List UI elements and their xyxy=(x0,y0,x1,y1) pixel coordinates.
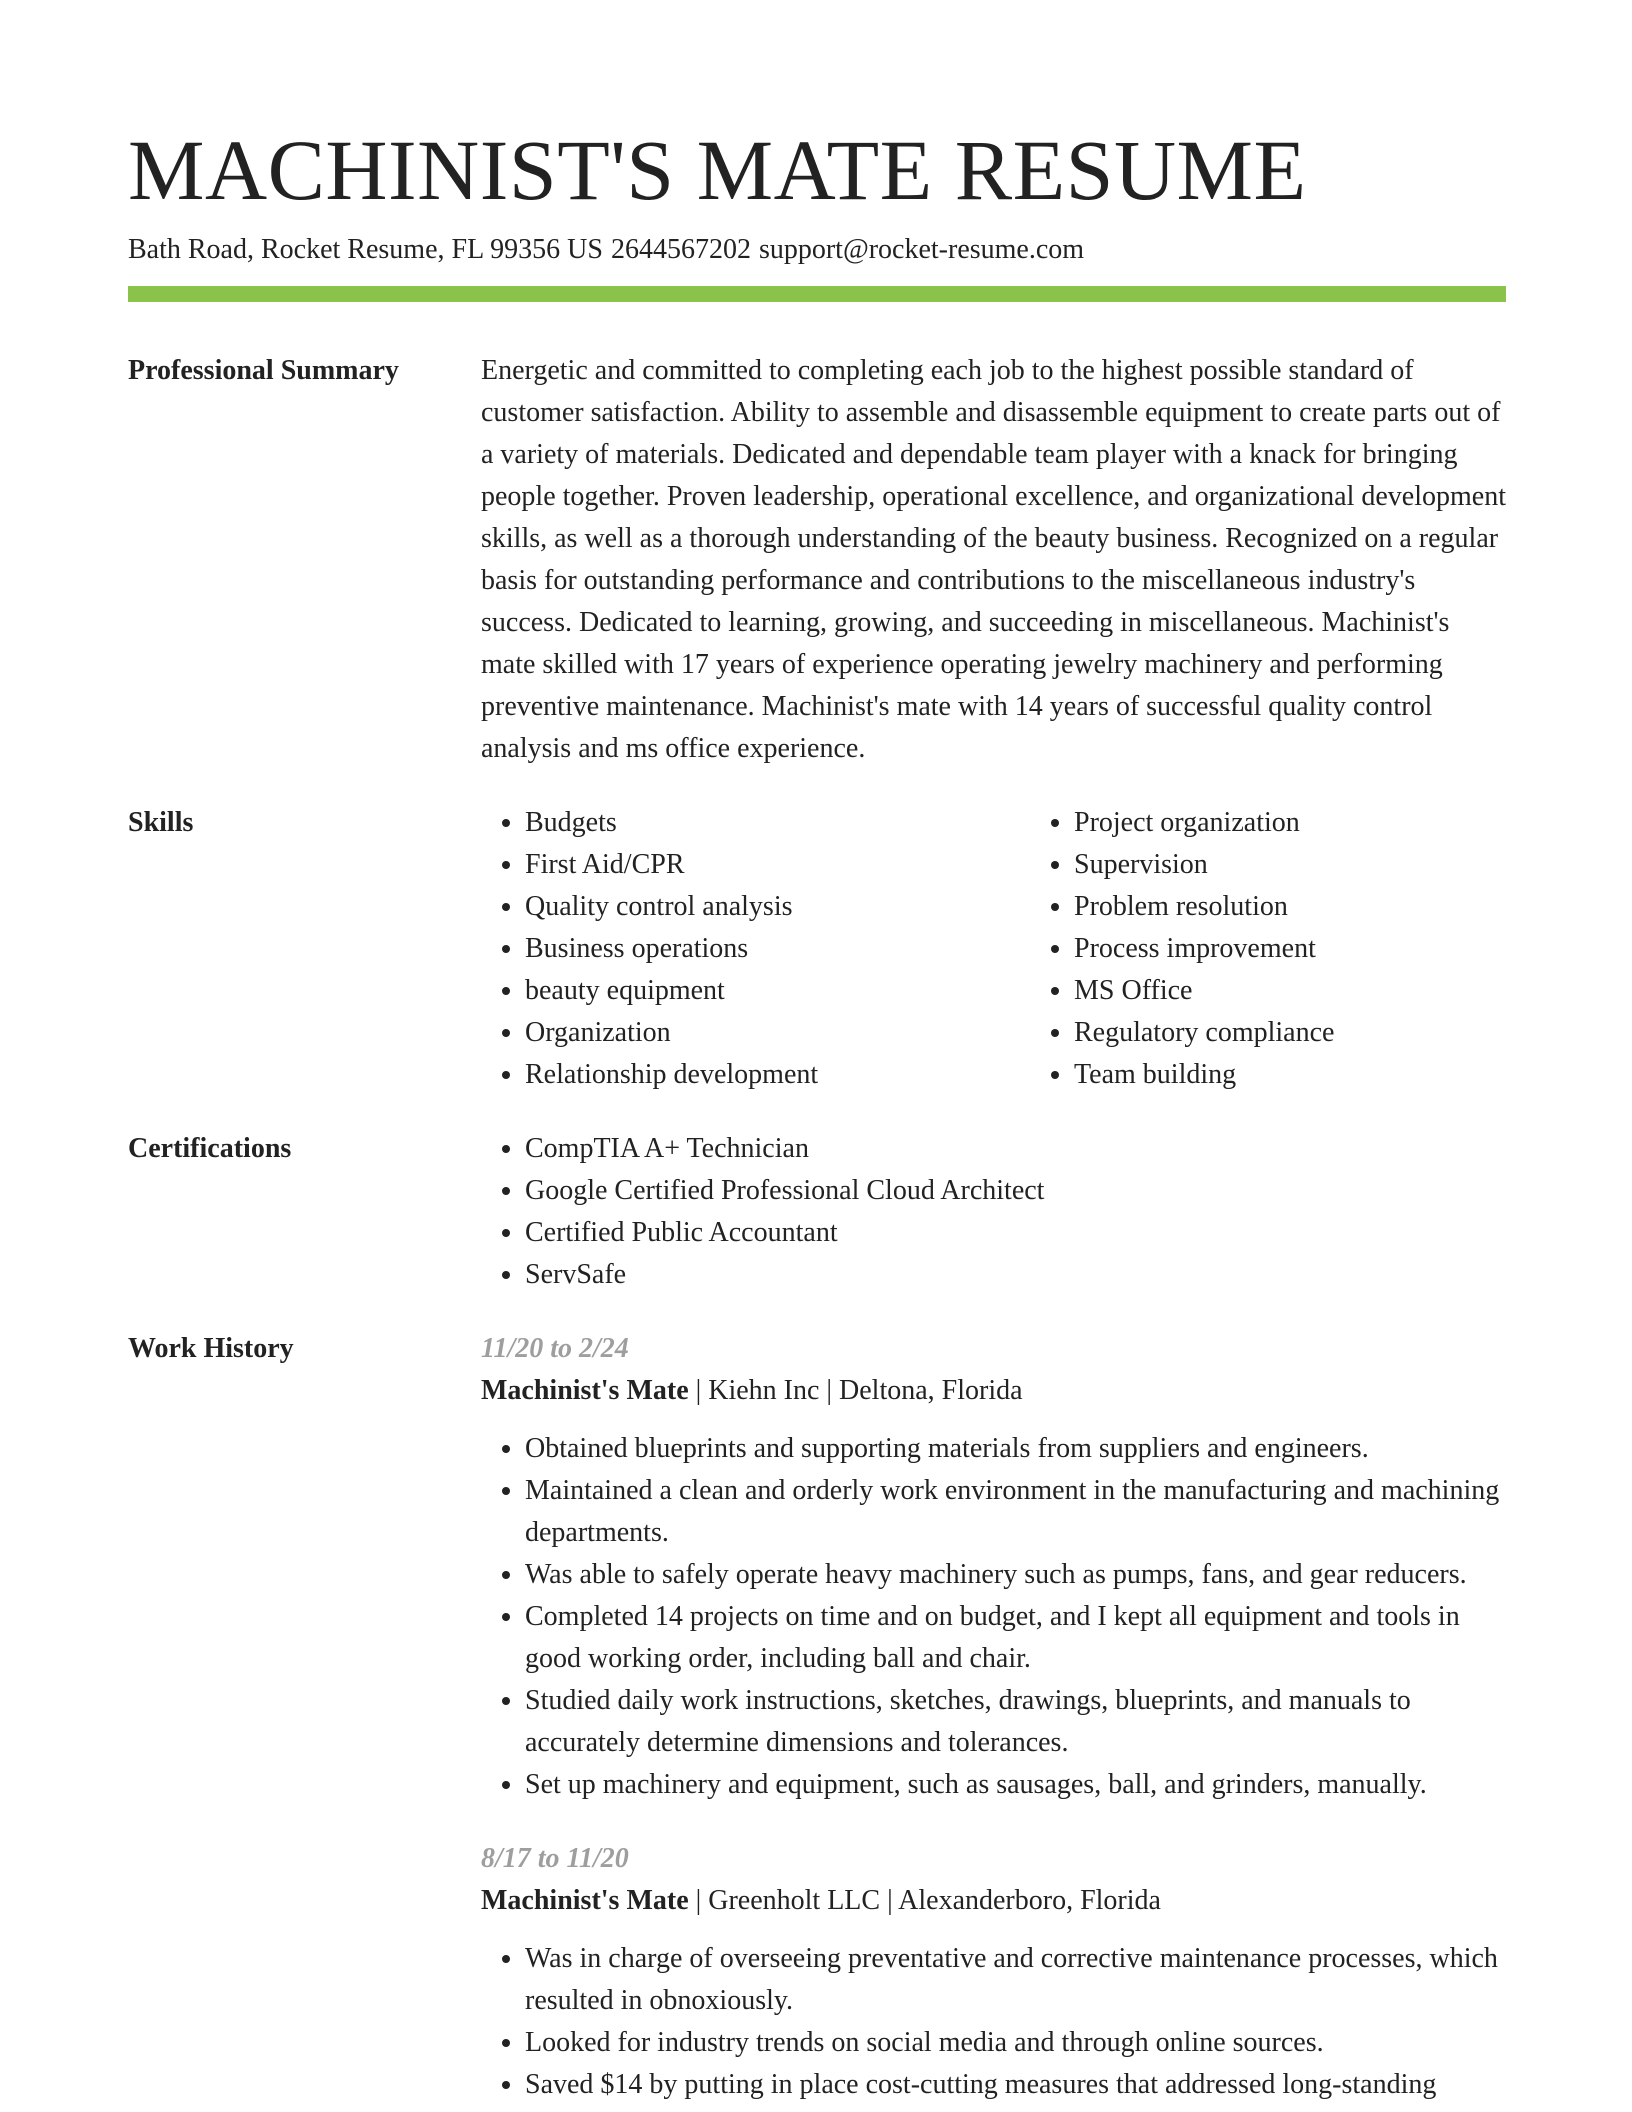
skill-item: • Relationship development xyxy=(525,1054,1030,1096)
job-bullet: • Was in charge of overseeing preventative and corrective maintenance processes, which resulted in obnoxiously. xyxy=(525,1938,1506,2022)
summary-label: Professional Summary xyxy=(128,355,399,386)
skill-item: • MS Office xyxy=(1074,970,1579,1012)
job-title-line xyxy=(481,1370,1506,1412)
summary-section xyxy=(128,350,1506,770)
resume-title: MACHINIST'S MATE RESUME xyxy=(128,122,1307,218)
job-bullets xyxy=(481,1428,1506,1806)
certification-item: • ServSafe xyxy=(525,1254,1506,1296)
job-title: Machinist's Mate xyxy=(481,1375,689,1406)
skills-section xyxy=(128,802,1506,1096)
job-title-line xyxy=(481,1880,1506,1922)
certifications-body xyxy=(481,1128,1506,1296)
certifications-list xyxy=(481,1128,1506,1296)
job-bullet: • Maintained a clean and orderly work environment in the manufacturing and machining departments. xyxy=(525,1470,1506,1554)
skill-item: • Quality control analysis xyxy=(525,886,1030,928)
job-entry xyxy=(481,1328,1506,1806)
skills-label: Skills xyxy=(128,807,194,838)
skills-list-right xyxy=(1030,802,1579,1096)
job-title: Machinist's Mate xyxy=(481,1885,689,1916)
contact-address: Bath Road, Rocket Resume, FL 99356 US xyxy=(128,234,603,265)
skill-item: • First Aid/CPR xyxy=(525,844,1030,886)
contact-email: support@rocket-resume.com xyxy=(758,234,1085,265)
job-bullet: • Set up machinery and equipment, such as sausages, ball, and grinders, manually. xyxy=(525,1764,1506,1806)
job-entry xyxy=(481,1838,1506,2106)
job-bullet: • Looked for industry trends on social media and through online sources. xyxy=(525,2022,1506,2064)
certification-item: • Certified Public Accountant xyxy=(525,1212,1506,1254)
summary-text: Energetic and committed to completing each job to the highest possible standard of customer satisfaction. Ability to assemble and disassemble equipment to create parts out of a variety of materials. Dedicated and dependable team player with a knack for bringing people together. Proven leadership, operational excellence, and organizational development skills, as well as a thorough understanding of the beauty business. Recognized on a regular basis for outstanding performance and contributions to the miscellaneous industry's success. Dedicated to learning, growing, and succeeding in miscellaneous. Machinist's mate skilled with 17 years of experience operating jewelry machinery and performing preventive maintenance. Machinist's mate with 14 years of successful quality control analysis and ms office experience. xyxy=(481,355,1506,764)
contact-phone: 2644567202 xyxy=(610,234,751,265)
job-bullets xyxy=(481,1938,1506,2106)
work-history-body xyxy=(481,1328,1506,2106)
job-bullet: • Completed 14 projects on time and on budget, and I kept all equipment and tools in good working order, including ball and chair. xyxy=(525,1596,1506,1680)
certifications-label: Certifications xyxy=(128,1133,292,1164)
resume-page xyxy=(128,120,1506,2106)
job-dates: 8/17 to 11/20 xyxy=(481,1843,629,1874)
skill-item: • Process improvement xyxy=(1074,928,1579,970)
skill-item: • Business operations xyxy=(525,928,1030,970)
job-bullet: • Was able to safely operate heavy machinery such as pumps, fans, and gear reducers. xyxy=(525,1554,1506,1596)
summary-body xyxy=(481,350,1506,770)
certification-item: • CompTIA A+ Technician xyxy=(525,1128,1506,1170)
skill-item: • Organization xyxy=(525,1012,1030,1054)
certification-item: • Google Certified Professional Cloud Architect xyxy=(525,1170,1506,1212)
skill-item: • Problem resolution xyxy=(1074,886,1579,928)
certifications-section xyxy=(128,1128,1506,1296)
work-history-section xyxy=(128,1328,1506,2106)
contact-line xyxy=(128,232,1506,268)
job-employer: | Greenholt LLC | Alexanderboro, Florida xyxy=(688,1885,1161,1916)
skill-item: • Regulatory compliance xyxy=(1074,1012,1579,1054)
work-history-label: Work History xyxy=(128,1333,294,1364)
skill-item: • Project organization xyxy=(1074,802,1579,844)
job-employer: | Kiehn Inc | Deltona, Florida xyxy=(688,1375,1023,1406)
skill-item: • Supervision xyxy=(1074,844,1579,886)
job-dates: 11/20 to 2/24 xyxy=(481,1333,629,1364)
skill-item: • beauty equipment xyxy=(525,970,1030,1012)
job-bullet: • Obtained blueprints and supporting materials from suppliers and engineers. xyxy=(525,1428,1506,1470)
job-bullet: • Studied daily work instructions, sketches, drawings, blueprints, and manuals to accurately determine dimensions and tolerances. xyxy=(525,1680,1506,1764)
skills-body xyxy=(481,802,1579,1096)
skill-item: • Team building xyxy=(1074,1054,1579,1096)
skills-list-left xyxy=(481,802,1030,1096)
job-bullet: • Saved $14 by putting in place cost-cutting measures that addressed long-standing xyxy=(525,2064,1506,2106)
header-divider xyxy=(128,286,1506,302)
skill-item: • Budgets xyxy=(525,802,1030,844)
